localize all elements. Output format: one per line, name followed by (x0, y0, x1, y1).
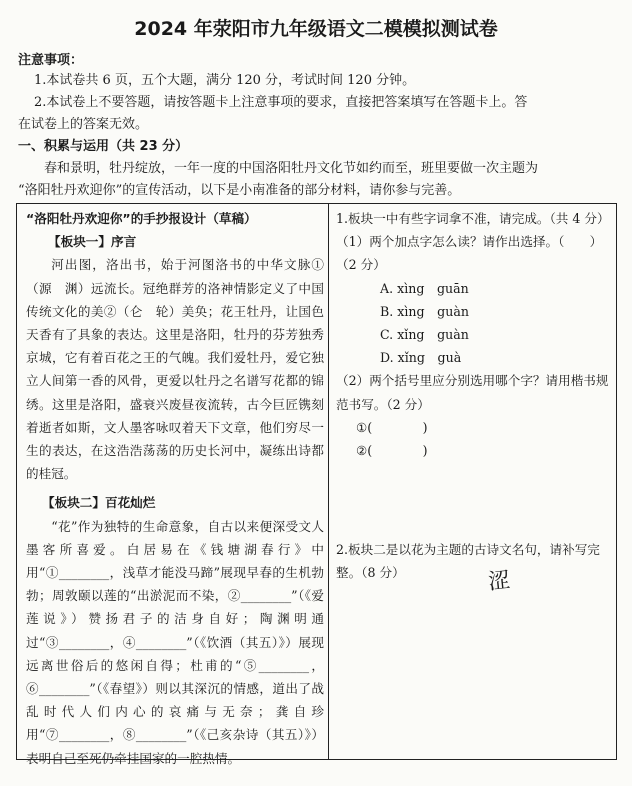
exam-title: 2024 年荥阳市九年级语文二模模拟测试卷 (134, 18, 498, 40)
question-1-1: （1）两个加点字怎么读？请作出选择。（ ）（2 分） (336, 234, 603, 273)
answer-blank-2: ②( ) (356, 443, 428, 459)
question-1-2: （2）两个括号里应分别选用哪个字？请用楷书规范书写。（2 分） (336, 373, 609, 412)
option-b: B. xìng guàn (380, 303, 469, 319)
block2-heading: 【板块二】百花灿烂 (42, 495, 156, 511)
question-1: 1.板块一中有些字词拿不准，请完成。（共 4 分） (336, 211, 610, 226)
section-heading: 一、积累与运用（共 23 分） (18, 139, 189, 154)
poster-title: “洛阳牡丹欢迎你”的手抄报设计（草稿） (26, 211, 257, 226)
block1-heading: 【板块一】序言 (48, 234, 137, 250)
notice-heading: 注意事项： (18, 53, 84, 68)
left-column (26, 207, 324, 770)
option-d: D. xǐng guà (380, 350, 462, 366)
block2-text: “花”作为独特的生命意象，自古以来便深受文人墨客所喜爱。白居易在《钱塘湖春行》中用“①________，浅草才能没马蹄”展现早春的生机勃勃；周敦颐以莲的“出淤泥而不染，②________”（《爱莲说》）赞扬君子的洁身自好；陶渊明通过“③________，④________”（《饮酒（其五）》）展现远离世俗后的悠闲自得；杜甫的“⑤________，⑥________”（《春望》）则以其深沉的情感，道出了战乱时代人们内心的哀痛与无奈；龚自珍用“⑦________，⑧________”（《己亥杂诗（其五）》）表明自己至死仍牵挂国家的一腔热情。 (26, 518, 324, 766)
section-intro-cont: “洛阳牡丹欢迎你”的宣传活动，以下是小南准备的部分材料，请你参与完善。 (18, 183, 461, 198)
block1-text: 河出图，洛出书，始于河图洛书的中华文脉①（源 渊）远流长。冠绝群芳的洛神情影定义了中国传统文化的美②（仑 轮）美奂；花王牡丹，让国色天香有了具象的表达。这里是洛阳，牡丹的芬芳独秀京城，它有着百花之王的气魄。我们爱牡丹，爱它独立人间第一香的风骨，更爱以牡丹之名谱写花都的锦绣。这里是洛阳，盛衰兴废昼夜流转，古今巨匠镌刻着逝者如斯，文人墨客咏叹着天下文章，他们穷尽一生的表达，在这浩浩荡荡的历史长河中，凝练出诗都的桂冠。 (26, 257, 324, 482)
handwritten-mark: 涩 (486, 567, 512, 596)
column-divider (328, 203, 329, 760)
notice-item-2-cont: 在试卷上的答案无效。 (18, 117, 149, 132)
right-column (336, 207, 612, 585)
option-c: C. xǐng guàn (380, 327, 469, 343)
section-intro: 春和景明，牡丹绽放，一年一度的中国洛阳牡丹文化节如约而至，班里要做一次主题为 (44, 161, 539, 176)
notice-item-2: 2.本试卷上不要答题，请按答题卡上注意事项的要求，直接把答案填写在答题卡上。答 (34, 95, 528, 110)
option-a: A. xìng guān (380, 280, 469, 296)
question-2: 2.板块二是以花为主题的古诗文名句，请补写完整。（8 分） (336, 542, 600, 581)
answer-blank-1: ①( ) (356, 419, 428, 435)
notice-item-1: 1.本试卷共 6 页，五个大题，满分 120 分，考试时间 120 分钟。 (34, 73, 416, 88)
